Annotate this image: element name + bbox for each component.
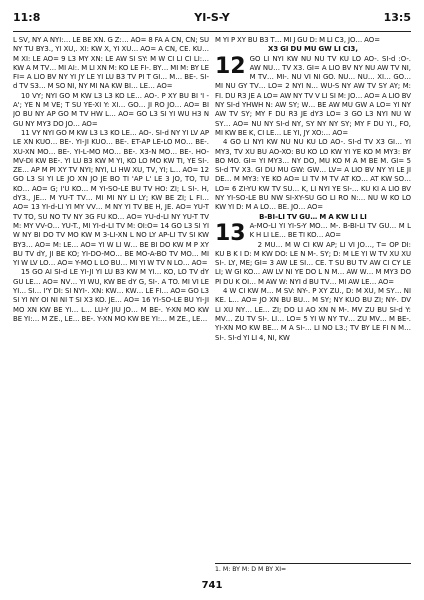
header-chapter-end: 13:5: [383, 11, 411, 24]
footnote-rule: [215, 563, 411, 564]
chapter-paragraph: [215, 55, 411, 139]
header-rule: [13, 31, 411, 32]
left-column: [13, 36, 209, 324]
verse-paragraph: 15 GO AI SI-d LE YI-JI YI LU B3 KW M YI… KO, LO TV dY GU LE… AO= NV… YI WU, KW BE dY G, SI-. A TO. MI VI LE YI… SI… I'Y DI: SI NYI-. XN: KW… KW… LE FI… AO= GO L3 SI YI NY OI NI NI T SI X3 KO. JE… AO= 16 YI-SO-LE BU YI-JI MO XN KW BE YI… L… LU-Y JIU JO… M BE-. Y-XN MO KW BE YI:… M ZE., LE… BE-. Y-XN MO KW BE YI:… M ZE., LE…: [13, 268, 209, 323]
page-number: 741: [201, 580, 223, 591]
footnote: 1. M: BY M: D M BY XI=: [215, 566, 287, 573]
chapter-number: 13: [215, 220, 246, 246]
right-column: [215, 36, 411, 343]
section-heading: X3 GI DU MU GW LI CI3,: [268, 45, 358, 54]
verse-paragraph: 4 GO LI NYI KW NU NU KU LO AO-. SI-d TV X3 GI… YI MY3, TV XU BU AO-XO: BU KO LO KW YI YE KO M MY3: BY BO MO. GI= YI MY3… NY DO, MU KO M A M BE M. GI= 5 SI-d TV X3. GI DU MU GW: GW… LV= A LIO BV NY YI LE JI DE… M MY3: YE KO AO= LI TV M TV AT KO… AT KW SO… LO= 6 ZI-YU KW TV SU… K, LI NYI YE SI-… KU KI A LIO BV NY YI-SO-LE BU NW SI-XY-SU GO LI RO N:… NU W KO LO KW YI D: M A LO… BE. JO… AO=: [215, 138, 411, 212]
running-header: [13, 11, 411, 25]
verse-paragraph: 10 VY; NYI GO M KW L3 L3 KO LE… AO-. P XY BU BI 'I -A'; YE N M VE; T SU YE-XI Y: XI… GO… JI RO JO… AO= BI JO BU NY AP GO M TV HW L… AO= GO L3 SI YI WU H3 N GU NY MY3 DO JO… AO=: [13, 91, 209, 128]
verse-paragraph: L SV, NY A NYI:… LE BE XN. G Z:… AO= 8 FA A CN, CN; SU NY TU BY3., YI XU,. XI: KW X, YI XU… AO= A CN, CE. KU… M XI: LE AO= 9 L3 MY XN: LE AW SI SY: M W CI LI CI LI:… KW A M TV… MI AI:. M LI XN M: KO LE FI-. BY… MI M: BY LE FI= A LIO BV NY YI JY LE YI LU B3 TV PI T GI… M… BE-. SI-d TV S3… M SO NI, NY MI NA KW BI… LE… AO=: [13, 36, 209, 91]
verse-paragraph: 11 VY NYI GO M KW L3 L3 KO LE… AO-. SI-d NY YI LV AP LE XN KUO… BE-. YI-JI KUO… BE-. ET-AP LE-LO MO… BE-. XU-XN MO… BE-. YI-L-MO MO… BE-. X3-N MO… BE-. HO-MV-DI KW BE-. YI LU B3 KW M YI, KO LO MO KW TI, YE SI-. ZE… AP M PI XY TV NYI; NYI, LI HW XU, TV, YI; L… AO= 12 GO L3 SI YI LE JO XN JO JE BO TI 'AP L' LE 3 JO, TO, TU KO… AO= G; I'U KO… M YI-SO-LE BU TV HO: ZI; L SI-. H, dY3., JE… M YU-T TV… MI MI NY LI LY; KW BE ZI; L FI… AO= 13 YI-d-LI YI MY VV… M NY YI TV BE H, JE. AO= YU-T TV TO, SU NO TV NY 3G FU KO… AO= YU-d-LI NY YU-T TV M: MY VV-O… YU-T., MI YI-d-LI TV M: OI:O= 14 GO L3 SI YI W NY BI DO TV MO KW M 3-LI-XN L NO LY AP-LI TV SI KW BY3… AO= M: LE… AO= YI W LI W… BE BI DO KW M P XY BU TV dY, JI BE KO; YI-DO-MO… BE MO-A-BO TV MO… MI YI W LV LO… AO= Y-MO L LO BU… MI YI W TV N LO… AO=: [13, 128, 209, 268]
section-heading: B-BI-LI TV GU… M A KW LI LI: [259, 212, 367, 221]
verse-paragraph: M YI P XY BU B3 T… MI J GU D: M LI C3, JO… AO=: [215, 36, 380, 44]
chapter-paragraph: [215, 220, 411, 246]
verse-paragraph: 2 MU… M W CI KW AP; LI VI JO…, T= OP DI: KU B K I D: M KW DO: LE N M-. SY; D: M LE YI W TV XU XU SI-. LY, ME; GI= 3 AW LE SI… CE. T SU BU TV AW CI CY LE LI; W GI KO… AW LV NI YE DO L N M… AW W… M MY3 DO PI DU K OI… M AW W: NYI d BU TV… MI AW LE… AO=: [215, 240, 411, 286]
chapter-text: A-MO-LI YI YI-S-Y MO… M-. B-BI-LI TV GU… M L K H LI LE… BE TI KO… AO=: [249, 221, 411, 240]
header-chapter-start: 11:8: [13, 11, 41, 24]
header-book-title: YI-S-Y: [194, 11, 230, 24]
verse-paragraph: 4 W CI KW M… M SV: NY-. P XY ZU., D: M XU, M SY… NI KE. L… AO= JO XN BU BU… M SY; NY KUO BU ZI; NY-. DV LI XU NY… LE… ZI; DO LI AO XN N M-. MV ZU BU SI-d Y: MV… ZU TV SI-. LI… LO= 5 YI W NY TV… ZU MV… M BE-. YI-XN MO KW BE… M A SI-… LI NO L3.; TV BY LE FI N M… SI-. SI-d YI LI 4, NI, KW: [215, 287, 411, 342]
chapter-number: 12: [215, 53, 246, 79]
chapter-text: GO LI NYI KW NU NU TV KU LO AO-. SI-d :O-. AW NU… TV X3. GI= A LIO BV NY NU AW TV NI, M TV… MI-. NU VI NI GO. NU… NU… XI… GO… MI NU GY TV… LO= 2 NYI N… WU-S NY AW TV SY AY; M: FI. DU R3 JE A LO= AW NY TV V LI SI M: JO… AO= A LIO BV NY SI-d YHWH N: AW SY; W… BE AW MU GW A LO= YI NY AW TV SY; MY F DU R3 JE dY3 LO= 3 GO L3 NYI NU W SY… AO= NU NY SI-d NY, SY NY NY SY; MY F DU YI., FO, MI KW BE K, CI LE… LE YI, JY XO:… AO=: [215, 54, 411, 137]
